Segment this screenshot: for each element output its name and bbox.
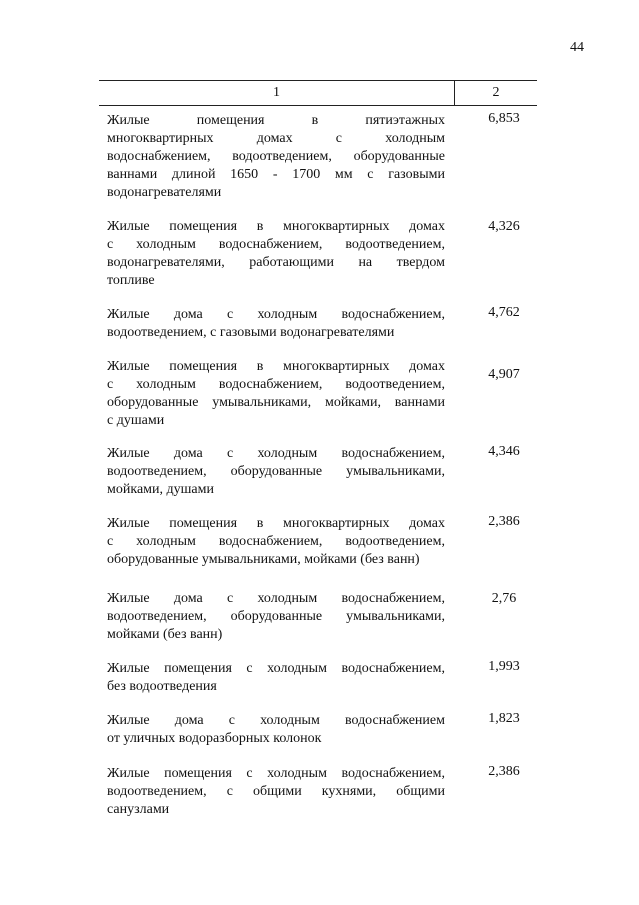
row-value: 2,386 — [488, 514, 520, 529]
row-value: 1,993 — [488, 659, 520, 674]
description-line: Жилые помещения в многоквартирных домах — [107, 516, 445, 531]
description-line: Жилые помещения с холодным водоснабжением, — [107, 766, 445, 781]
description-line: ваннами длиной 1650 - 1700 мм с газовыми — [107, 167, 445, 182]
row-description — [107, 590, 445, 644]
description-line: топливе — [107, 273, 155, 288]
description-line: мойками, душами — [107, 482, 214, 497]
row-value: 1,823 — [488, 711, 520, 726]
description-line: водоотведением, с общими кухнями, общими — [107, 784, 445, 799]
description-line: оборудованные умывальниками, мойками, ваннами — [107, 395, 445, 410]
description-line: Жилые помещения в многоквартирных домах — [107, 359, 445, 374]
row-value: 4,326 — [488, 219, 520, 234]
description-line: водонагревателями — [107, 185, 222, 200]
row-description — [107, 112, 445, 202]
description-line: Жилые дома с холодным водоснабжением, — [107, 591, 445, 606]
header-col-1: 1 — [273, 85, 280, 100]
description-line: Жилые помещения в многоквартирных домах — [107, 219, 445, 234]
description-line: от уличных водоразборных колонок — [107, 731, 322, 746]
row-value: 4,907 — [488, 367, 520, 382]
row-description — [107, 218, 445, 290]
description-line: мойками (без ванн) — [107, 627, 223, 642]
description-line: санузлами — [107, 802, 170, 817]
description-line: Жилые помещения с холодным водоснабжением, — [107, 661, 445, 676]
tariff-table — [99, 80, 537, 817]
description-line: Жилые дома с холодным водоснабжением, — [107, 446, 445, 461]
row-value: 2,76 — [491, 591, 517, 606]
description-line: водоотведением, оборудованные умывальниками, — [107, 609, 445, 624]
description-line: Жилые дома с холодным водоснабжением, — [107, 307, 445, 322]
row-value: 4,346 — [488, 444, 520, 459]
description-line: с холодным водоснабжением, водоотведением, — [107, 377, 445, 392]
description-line: водоотведением, с газовыми водонагревателями — [107, 325, 395, 340]
header-col-2: 2 — [454, 81, 537, 105]
row-value: 2,386 — [488, 764, 520, 779]
row-description — [107, 445, 445, 499]
row-value: 6,853 — [488, 111, 520, 126]
description-line: с холодным водоснабжением, водоотведением, — [107, 237, 445, 252]
description-line: без водоотведения — [107, 679, 217, 694]
description-line: Жилые помещения в пятиэтажных — [107, 113, 445, 128]
description-line: водоснабжением, водоотведением, оборудованные — [107, 149, 445, 164]
row-description — [107, 712, 445, 748]
row-description — [107, 660, 445, 696]
row-description — [107, 306, 445, 342]
description-line: многоквартирных домах с холодным — [107, 131, 445, 146]
description-line: с душами — [107, 413, 165, 428]
row-description — [107, 765, 445, 819]
description-line: с холодным водоснабжением, водоотведением, — [107, 534, 445, 549]
description-line: водонагревателями, работающими на твердом — [107, 255, 445, 270]
table-header — [99, 80, 537, 106]
description-line: оборудованные умывальниками, мойками (без ванн) — [107, 552, 420, 567]
row-value: 4,762 — [488, 305, 520, 320]
description-line: Жилые дома с холодным водоснабжением — [107, 713, 445, 728]
row-description — [107, 358, 445, 430]
description-line: водоотведением, оборудованные умывальниками, — [107, 464, 445, 479]
page-number: 44 — [570, 40, 584, 55]
row-description — [107, 515, 445, 569]
